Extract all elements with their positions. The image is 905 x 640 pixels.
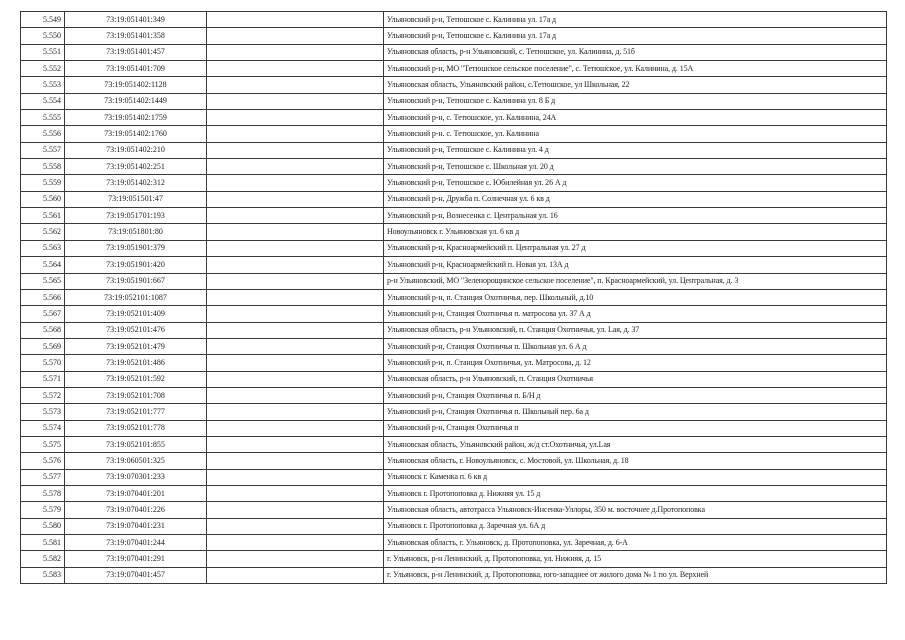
row-number-cell: 5.565 — [21, 273, 65, 289]
empty-cell — [207, 257, 384, 273]
address-cell: Ульяновский р-н, Станция Охотничья п. Б/Н д — [384, 387, 887, 403]
empty-cell — [207, 77, 384, 93]
cadastral-number-cell: 73:19:051401:358 — [65, 28, 207, 44]
empty-cell — [207, 502, 384, 518]
cadastral-number-cell: 73:19:051401:709 — [65, 61, 207, 77]
row-number-cell: 5.555 — [21, 110, 65, 126]
cadastral-number-cell: 73:19:051901:379 — [65, 240, 207, 256]
table-row — [21, 567, 887, 583]
row-number-cell: 5.583 — [21, 567, 65, 583]
address-cell: Ульяновский р-н. с. Тетюшское, ул. Калинина — [384, 126, 887, 142]
cadastral-number-cell: 73:19:052101:476 — [65, 322, 207, 338]
table-row — [21, 191, 887, 207]
table-row — [21, 436, 887, 452]
cadastral-number-cell: 73:19:051901:667 — [65, 273, 207, 289]
row-number-cell: 5.561 — [21, 208, 65, 224]
row-number-cell: 5.566 — [21, 289, 65, 305]
address-cell: Ульяновский р-н, п. Станция Охотничья, ул. Матросова, д. 12 — [384, 355, 887, 371]
address-cell: г. Ульяновск, р-н Ленинский, д. Протопоповка, юго-западнее от жилого дома № 1 по ул. Верхней — [384, 567, 887, 583]
table-row — [21, 257, 887, 273]
address-cell: Ульяновская область, р-н Ульяновский, п. Станция Охотничья — [384, 371, 887, 387]
row-number-cell: 5.564 — [21, 257, 65, 273]
address-cell: Ульяновский р-н, Тетюшское с. Калинина ул. 4 д — [384, 142, 887, 158]
table-row — [21, 126, 887, 142]
table-row — [21, 142, 887, 158]
table-row — [21, 469, 887, 485]
table-row — [21, 12, 887, 28]
address-cell: Ульяновский р-н, Станция Охотничья п. Школьная ул. 6 А д — [384, 338, 887, 354]
address-cell: Ульяновск г. Протопоповка д. Нижняя ул. 15 д — [384, 485, 887, 501]
empty-cell — [207, 436, 384, 452]
table-row — [21, 224, 887, 240]
empty-cell — [207, 142, 384, 158]
address-cell: Ульяновская область, р-н Ульяновский, с. Тетюшское, ул. Калинина, д. 51б — [384, 44, 887, 60]
cadastral-number-cell: 73:19:052101:486 — [65, 355, 207, 371]
address-cell: Ульяновская область, г. Новоульяновск, с. Мостовой, ул. Школьная, д. 18 — [384, 453, 887, 469]
empty-cell — [207, 208, 384, 224]
row-number-cell: 5.569 — [21, 338, 65, 354]
table-row — [21, 371, 887, 387]
cadastral-number-cell: 73:19:051402:1128 — [65, 77, 207, 93]
empty-cell — [207, 289, 384, 305]
address-cell: Ульяновск г. Каменка п. 6 кв д — [384, 469, 887, 485]
cadastral-number-cell: 73:19:051701:193 — [65, 208, 207, 224]
empty-cell — [207, 338, 384, 354]
table-row — [21, 387, 887, 403]
row-number-cell: 5.557 — [21, 142, 65, 158]
address-cell: Ульяновский р-н, Тетюшское с. Калинина ул. 8 Б д — [384, 93, 887, 109]
empty-cell — [207, 44, 384, 60]
row-number-cell: 5.563 — [21, 240, 65, 256]
row-number-cell: 5.572 — [21, 387, 65, 403]
row-number-cell: 5.551 — [21, 44, 65, 60]
empty-cell — [207, 355, 384, 371]
table-row — [21, 355, 887, 371]
table-row — [21, 240, 887, 256]
empty-cell — [207, 110, 384, 126]
empty-cell — [207, 12, 384, 28]
table-row — [21, 485, 887, 501]
address-cell: р-н Ульяновский, МО "Зеленорощинское сельское поселение", п. Красноармейский, ул. Центральная, д. 3 — [384, 273, 887, 289]
cadastral-number-cell: 73:19:070401:231 — [65, 518, 207, 534]
address-cell: Ульяновский р-н, Тетюшское с. Калинина ул. 17а д — [384, 28, 887, 44]
empty-cell — [207, 224, 384, 240]
address-cell: Ульяновский р-н, Дружба п. Солнечная ул. 6 кв д — [384, 191, 887, 207]
empty-cell — [207, 404, 384, 420]
cadastral-number-cell: 73:19:051401:457 — [65, 44, 207, 60]
table-row — [21, 289, 887, 305]
cadastral-number-cell: 73:19:052101:479 — [65, 338, 207, 354]
empty-cell — [207, 551, 384, 567]
address-cell: Ульяновский р-н, п. Станция Охотничья, пер. Школьный, д.10 — [384, 289, 887, 305]
address-cell: Новоульяновск г. Ульяновская ул. 6 кв д — [384, 224, 887, 240]
row-number-cell: 5.562 — [21, 224, 65, 240]
row-number-cell: 5.567 — [21, 306, 65, 322]
cadastral-number-cell: 73:19:070401:226 — [65, 502, 207, 518]
cadastral-number-cell: 73:19:070401:291 — [65, 551, 207, 567]
cadastral-number-cell: 73:19:070401:244 — [65, 535, 207, 551]
cadastral-number-cell: 73:19:051801:80 — [65, 224, 207, 240]
cadastral-number-cell: 73:19:051402:1449 — [65, 93, 207, 109]
cadastral-number-cell: 73:19:051401:349 — [65, 12, 207, 28]
address-cell: Ульяновский р-н, Тетюшское с. Калинина ул. 17а д — [384, 12, 887, 28]
row-number-cell: 5.553 — [21, 77, 65, 93]
empty-cell — [207, 159, 384, 175]
address-cell: Ульяновский р-н, МО "Тетюшское сельское поселение", с. Тетюшское, ул. Калинина, д. 15А — [384, 61, 887, 77]
table-row — [21, 273, 887, 289]
empty-cell — [207, 61, 384, 77]
table-row — [21, 404, 887, 420]
empty-cell — [207, 420, 384, 436]
cadastral-number-cell: 73:19:051501:47 — [65, 191, 207, 207]
address-cell: Ульяновский р-н, Красноармейский п. Новая ул. 13А д — [384, 257, 887, 273]
cadastral-number-cell: 73:19:070401:201 — [65, 485, 207, 501]
cadastral-number-cell: 73:19:051402:1760 — [65, 126, 207, 142]
table-row — [21, 551, 887, 567]
row-number-cell: 5.577 — [21, 469, 65, 485]
row-number-cell: 5.576 — [21, 453, 65, 469]
address-cell: Ульяновск г. Протопоповка д. Заречная ул. 6А д — [384, 518, 887, 534]
table-row — [21, 518, 887, 534]
address-cell: Ульяновский р-н, Тетюшское с. Юбилейная ул. 26 А д — [384, 175, 887, 191]
address-cell: Ульяновская область, г. Ульяновск, д. Протопоповка, ул. Заречная, д. 6-А — [384, 535, 887, 551]
table-row — [21, 93, 887, 109]
row-number-cell: 5.560 — [21, 191, 65, 207]
empty-cell — [207, 567, 384, 583]
cadastral-number-cell: 73:19:052101:778 — [65, 420, 207, 436]
table-row — [21, 208, 887, 224]
table-row — [21, 535, 887, 551]
cadastral-number-cell: 73:19:070401:457 — [65, 567, 207, 583]
cadastral-number-cell: 73:19:070301:233 — [65, 469, 207, 485]
table-row — [21, 338, 887, 354]
table-row — [21, 159, 887, 175]
table-row — [21, 110, 887, 126]
empty-cell — [207, 240, 384, 256]
row-number-cell: 5.550 — [21, 28, 65, 44]
row-number-cell: 5.579 — [21, 502, 65, 518]
row-number-cell: 5.568 — [21, 322, 65, 338]
cadastral-number-cell: 73:19:051901:420 — [65, 257, 207, 273]
row-number-cell: 5.575 — [21, 436, 65, 452]
cadastral-number-cell: 73:19:052101:1087 — [65, 289, 207, 305]
table-row — [21, 453, 887, 469]
empty-cell — [207, 93, 384, 109]
address-cell: Ульяновская область, Ульяновский район, с.Тетюшское, ул Школьная, 22 — [384, 77, 887, 93]
table-row — [21, 322, 887, 338]
row-number-cell: 5.558 — [21, 159, 65, 175]
empty-cell — [207, 469, 384, 485]
address-cell: Ульяновская область, автотрасса Ульяновск-Инсенка-Уллоры, 350 м. восточнее д.Протопоповка — [384, 502, 887, 518]
row-number-cell: 5.573 — [21, 404, 65, 420]
row-number-cell: 5.549 — [21, 12, 65, 28]
empty-cell — [207, 28, 384, 44]
address-cell: Ульяновский р-н, Тетюшское с. Школьная ул. 20 д — [384, 159, 887, 175]
cadastral-number-cell: 73:19:052101:708 — [65, 387, 207, 403]
cadastral-number-cell: 73:19:052101:855 — [65, 436, 207, 452]
empty-cell — [207, 387, 384, 403]
cadastral-number-cell: 73:19:051402:312 — [65, 175, 207, 191]
cadastral-number-cell: 73:19:051402:1759 — [65, 110, 207, 126]
row-number-cell: 5.570 — [21, 355, 65, 371]
row-number-cell: 5.580 — [21, 518, 65, 534]
address-cell: Ульяновская область, Ульяновский район, ж/д ст.Охотничья, ул.Lая — [384, 436, 887, 452]
table-row — [21, 77, 887, 93]
table-row — [21, 61, 887, 77]
row-number-cell: 5.552 — [21, 61, 65, 77]
address-cell: г. Ульяновск, р-н Ленинский, д. Протопоповка, ул. Нижняя, д. 15 — [384, 551, 887, 567]
row-number-cell: 5.571 — [21, 371, 65, 387]
empty-cell — [207, 322, 384, 338]
empty-cell — [207, 273, 384, 289]
cadastral-number-cell: 73:19:052101:409 — [65, 306, 207, 322]
row-number-cell: 5.582 — [21, 551, 65, 567]
empty-cell — [207, 126, 384, 142]
address-cell: Ульяновская область, р-н Ульяновский, п. Станция Охотничья, ул. Lая, д. 37 — [384, 322, 887, 338]
cadastral-number-cell: 73:19:052101:592 — [65, 371, 207, 387]
address-cell: Ульяновский р-н, Станция Охотничья п. Школьный пер. 6а д — [384, 404, 887, 420]
address-cell: Ульяновский р-н, Станция Охотничья п — [384, 420, 887, 436]
address-cell: Ульяновский р-н, Вознесенка с. Центральная ул. 16 — [384, 208, 887, 224]
empty-cell — [207, 453, 384, 469]
cadastral-number-cell: 73:19:052101:777 — [65, 404, 207, 420]
row-number-cell: 5.578 — [21, 485, 65, 501]
row-number-cell: 5.574 — [21, 420, 65, 436]
empty-cell — [207, 371, 384, 387]
cadastral-number-cell: 73:19:051402:210 — [65, 142, 207, 158]
row-number-cell: 5.581 — [21, 535, 65, 551]
table-row — [21, 306, 887, 322]
registry-table-body — [21, 12, 887, 584]
registry-table — [20, 11, 887, 584]
document-sheet — [20, 11, 886, 584]
table-row — [21, 28, 887, 44]
empty-cell — [207, 306, 384, 322]
table-row — [21, 420, 887, 436]
address-cell: Ульяновский р-н, с. Тетюшское, ул. Калинина, 24А — [384, 110, 887, 126]
empty-cell — [207, 175, 384, 191]
table-row — [21, 44, 887, 60]
address-cell: Ульяновский р-н, Красноармейский п. Центральная ул. 27 д — [384, 240, 887, 256]
row-number-cell: 5.554 — [21, 93, 65, 109]
table-row — [21, 175, 887, 191]
row-number-cell: 5.556 — [21, 126, 65, 142]
empty-cell — [207, 191, 384, 207]
address-cell: Ульяновский р-н, Станция Охотничья п. матросова ул. 37 А д — [384, 306, 887, 322]
row-number-cell: 5.559 — [21, 175, 65, 191]
empty-cell — [207, 535, 384, 551]
empty-cell — [207, 485, 384, 501]
cadastral-number-cell: 73:19:051402:251 — [65, 159, 207, 175]
table-row — [21, 502, 887, 518]
empty-cell — [207, 518, 384, 534]
cadastral-number-cell: 73:19:060501:325 — [65, 453, 207, 469]
